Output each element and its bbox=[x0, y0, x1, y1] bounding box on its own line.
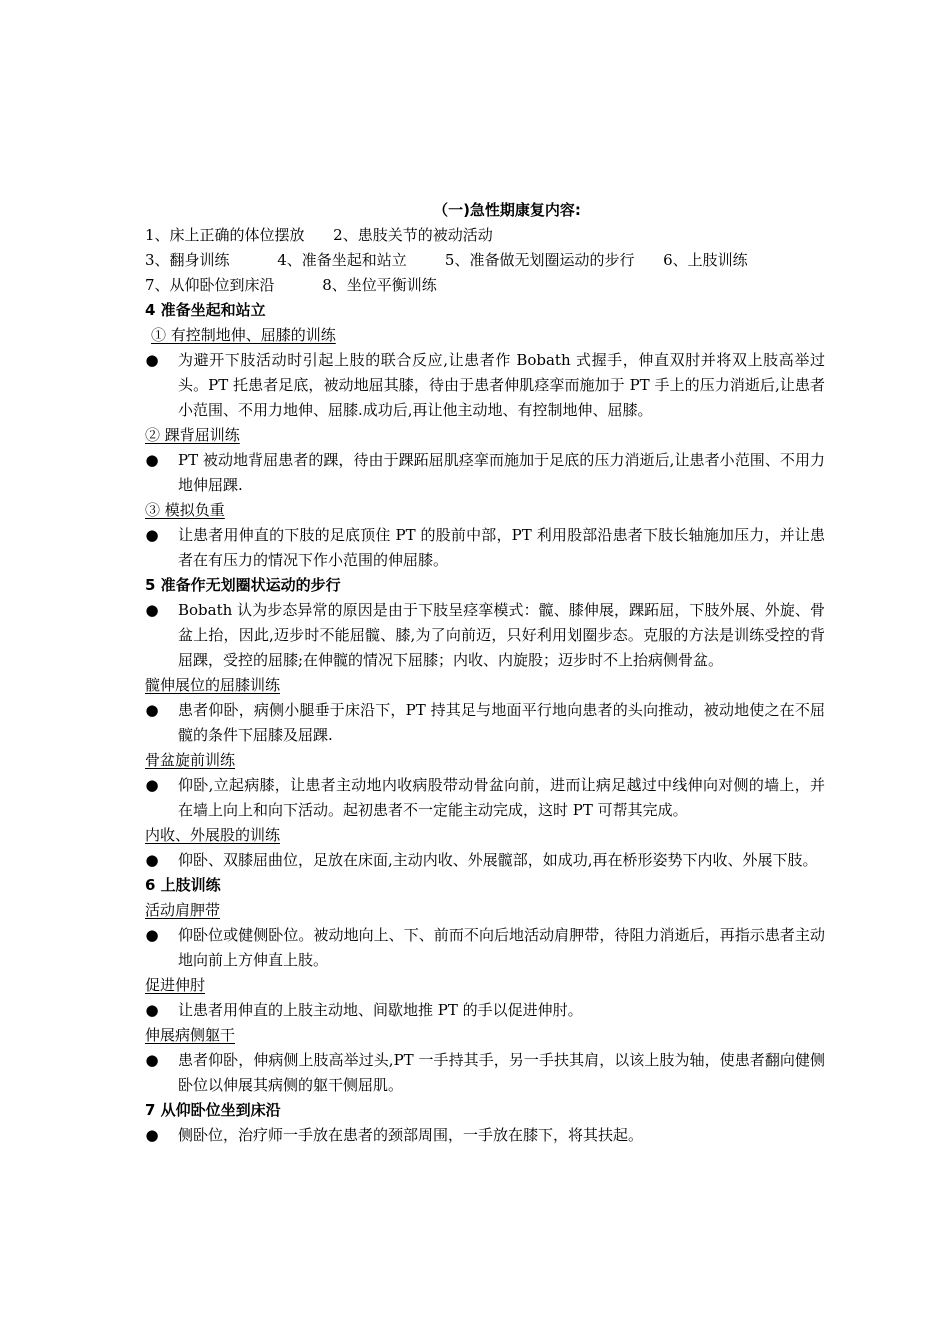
subsection-title-text: 骨盆旋前训练 bbox=[145, 751, 236, 769]
bullet-item bbox=[145, 448, 825, 498]
bullet-text: PT 被动地背屈患者的踝，待由于踝跖屈肌痉挛而施加于足底的压力消逝后,让患者小范围、不用力地伸屈踝. bbox=[178, 451, 825, 494]
bullet-icon: ● bbox=[145, 451, 159, 469]
subsection-title-text: 内收、外展股的训练 bbox=[145, 826, 281, 844]
bullet-icon: ● bbox=[145, 926, 159, 944]
subsection-title-text: 活动肩胛带 bbox=[145, 901, 221, 919]
bullet-text: 让患者用伸直的上肢主动地、间歇地推 PT 的手以促进伸肘。 bbox=[178, 1001, 583, 1019]
subsection-title bbox=[145, 323, 825, 348]
bullet-text: 让患者用伸直的下肢的足底顶住 PT 的股前中部，PT 利用股部沿患者下肢长轴施加压力，并让患者在有压力的情况下作小范围的伸屈膝。 bbox=[178, 526, 825, 569]
bullet-icon: ● bbox=[145, 851, 159, 869]
subsection-title-text: ② 踝背屈训练 bbox=[145, 426, 240, 444]
section bbox=[145, 573, 825, 873]
bullet-icon: ● bbox=[145, 351, 159, 369]
bullet-text: 患者仰卧，伸病侧上肢高举过头,PT 一手持其手，另一手扶其肩，以该上肢为轴，使患者翻向健侧卧位以伸展其病侧的躯干侧屈肌。 bbox=[178, 1051, 825, 1094]
intro-line: 7、从仰卧位到床沿 8、坐位平衡训练 bbox=[145, 276, 437, 294]
bullet-item bbox=[145, 773, 825, 823]
bullet-text: 仰卧、双膝屈曲位，足放在床面,主动内收、外展髋部，如成功,再在桥形姿势下内收、外展下肢。 bbox=[178, 851, 818, 869]
subsection-title bbox=[145, 673, 825, 698]
section-heading: 5 准备作无划圈状运动的步行 bbox=[145, 576, 341, 594]
subsection-title bbox=[145, 423, 825, 448]
subsection-title bbox=[145, 898, 825, 923]
bullet-item bbox=[145, 598, 825, 673]
bullet-icon: ● bbox=[145, 1051, 159, 1069]
subsection-title-text: 髋伸展位的屈膝训练 bbox=[145, 676, 281, 694]
bullet-item bbox=[145, 698, 825, 748]
subsection-title-text: ① 有控制地伸、屈膝的训练 bbox=[151, 326, 336, 344]
bullet-text: 患者仰卧，病侧小腿垂于床沿下，PT 持其足与地面平行地向患者的头向推动，被动地使之在不屈髋的条件下屈膝及屈踝. bbox=[178, 701, 825, 744]
subsection-title-text: 促进伸肘 bbox=[145, 976, 206, 994]
subsection-title bbox=[145, 748, 825, 773]
bullet-icon: ● bbox=[145, 526, 159, 544]
bullet-text: Bobath 认为步态异常的原因是由于下肢呈痉挛模式：髋、膝伸展，踝跖屈，下肢外展、外旋、骨盆上抬，因此,迈步时不能屈髋、膝,为了向前迈，只好利用划圈步态。克服的方法是训练受控的背屈踝，受控的屈膝;在伸髋的情况下屈膝；内收、内旋股；迈步时不上抬病侧骨盆。 bbox=[178, 601, 825, 669]
intro-list bbox=[145, 223, 825, 298]
subsection-title bbox=[145, 1023, 825, 1048]
subsection-title-text: 伸展病侧躯干 bbox=[145, 1026, 236, 1044]
bullet-text: 侧卧位，治疗师一手放在患者的颈部周围，一手放在膝下，将其扶起。 bbox=[178, 1126, 644, 1144]
subsection-title-text: ③ 模拟负重 bbox=[145, 501, 225, 519]
bullet-item bbox=[145, 523, 825, 573]
subsection-title bbox=[145, 498, 825, 523]
bullet-icon: ● bbox=[145, 1126, 159, 1144]
subsection-title bbox=[145, 973, 825, 998]
bullet-item bbox=[145, 848, 825, 873]
bullet-item bbox=[145, 348, 825, 423]
section-heading: 7 从仰卧位坐到床沿 bbox=[145, 1101, 281, 1119]
document-body bbox=[145, 198, 825, 1148]
section bbox=[145, 1098, 825, 1148]
bullet-icon: ● bbox=[145, 776, 159, 794]
intro-line: 3、翻身训练 4、准备坐起和站立 5、准备做无划圈运动的步行 6、上肢训练 bbox=[145, 251, 748, 269]
intro-line: 1、床上正确的体位摆放 2、患肢关节的被动活动 bbox=[145, 226, 493, 244]
section-heading: 6 上肢训练 bbox=[145, 876, 221, 894]
sections-container bbox=[145, 298, 825, 1148]
bullet-item bbox=[145, 923, 825, 973]
bullet-item bbox=[145, 1123, 825, 1148]
bullet-icon: ● bbox=[145, 601, 159, 619]
bullet-text: 为避开下肢活动时引起上肢的联合反应,让患者作 Bobath 式握手，伸直双肘并将双上肢高举过头。PT 托患者足底，被动地屈其膝，待由于患者伸肌痉挛而施加于 PT 手上的压力消逝后,让患者小范围、不用力地伸、屈膝.成功后,再让他主动地、有控制地伸、屈膝。 bbox=[178, 351, 825, 419]
bullet-text: 仰卧,立起病膝，让患者主动地内收病股带动骨盆向前，进而让病足越过中线伸向对侧的墙上，并在墙上向上和向下活动。起初患者不一定能主动完成，这时 PT 可帮其完成。 bbox=[178, 776, 825, 819]
section bbox=[145, 873, 825, 1098]
bullet-icon: ● bbox=[145, 1001, 159, 1019]
section bbox=[145, 298, 825, 573]
subsection-title bbox=[145, 823, 825, 848]
section-heading: 4 准备坐起和站立 bbox=[145, 301, 266, 319]
bullet-icon: ● bbox=[145, 701, 159, 719]
document-title: （一)急性期康复内容: bbox=[433, 201, 581, 219]
bullet-text: 仰卧位或健侧卧位。被动地向上、下、前而不向后地活动肩胛带，待阻力消逝后，再指示患者主动地向前上方伸直上肢。 bbox=[178, 926, 825, 969]
bullet-item bbox=[145, 1048, 825, 1098]
bullet-item bbox=[145, 998, 825, 1023]
